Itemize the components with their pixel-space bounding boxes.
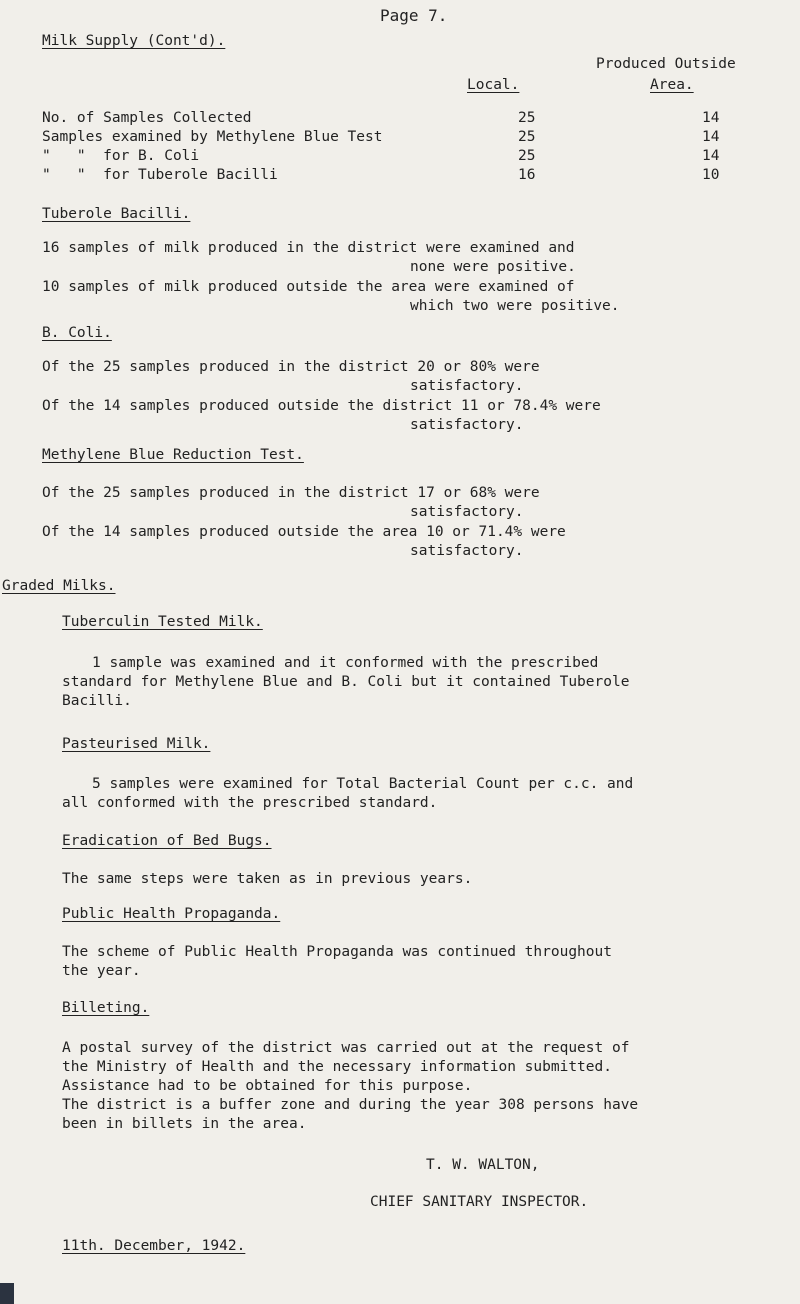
report-date: 11th. December, 1942. [62,1238,246,1254]
billeting-line: the Ministry of Health and the necessary information submitted. [62,1059,612,1075]
methylene-line: Of the 14 samples produced outside the area 10 or 71.4% were [42,524,566,540]
methylene-line: satisfactory. [410,543,524,559]
tuberculin-line: 1 sample was examined and it conformed with the prescribed [92,655,599,671]
methylene-line: satisfactory. [410,504,524,520]
signature-name: T. W. WALTON, [426,1157,540,1173]
row-outside: 14 [702,110,720,126]
tuberculin-line: standard for Methylene Blue and B. Coli but it contained Tuberole [62,674,630,690]
tubercle-line: which two were positive. [410,298,620,314]
table-row [42,129,782,149]
row-label: Samples examined by Methylene Blue Test [42,129,383,145]
row-outside: 14 [702,129,720,145]
row-label: " " for B. Coli [42,148,200,164]
row-local: 25 [518,129,536,145]
pasteurised-heading: Pasteurised Milk. [62,736,211,752]
row-outside: 14 [702,148,720,164]
graded-heading: Graded Milks. [2,578,116,594]
scan-corner-mark [0,1283,14,1304]
row-label: No. of Samples Collected [42,110,252,126]
row-label: " " for Tuberole Bacilli [42,167,278,183]
pasteurised-line: 5 samples were examined for Total Bacterial Count per c.c. and [92,776,634,792]
propaganda-heading: Public Health Propaganda. [62,906,281,922]
row-outside: 10 [702,167,720,183]
tubercle-line: 16 samples of milk produced in the district were examined and [42,240,575,256]
bcoli-line: satisfactory. [410,378,524,394]
billeting-heading: Billeting. [62,1000,150,1016]
col-header-local: Local. [467,77,520,93]
row-local: 25 [518,148,536,164]
bedbugs-heading: Eradication of Bed Bugs. [62,833,272,849]
bedbugs-line: The same steps were taken as in previous years. [62,871,473,887]
tubercle-line: none were positive. [410,259,576,275]
row-local: 25 [518,110,536,126]
row-local: 16 [518,167,536,183]
table-row [42,167,782,187]
billeting-line: A postal survey of the district was carried out at the request of [62,1040,630,1056]
bcoli-line: Of the 25 samples produced in the district 20 or 80% were [42,359,540,375]
bcoli-line: satisfactory. [410,417,524,433]
table-row [42,110,782,130]
methylene-heading: Methylene Blue Reduction Test. [42,447,304,463]
signature-title: CHIEF SANITARY INSPECTOR. [370,1194,589,1210]
billeting-line: Assistance had to be obtained for this purpose. [62,1078,473,1094]
table-row [42,148,782,168]
tubercle-heading: Tuberole Bacilli. [42,206,191,222]
col-header-outside: Produced Outside [596,56,736,72]
tuberculin-heading: Tuberculin Tested Milk. [62,614,263,630]
bcoli-heading: B. Coli. [42,325,112,341]
billeting-line: The district is a buffer zone and during the year 308 persons have [62,1097,639,1113]
section-title: Milk Supply (Cont'd). [42,33,226,49]
page-number: Page 7. [380,6,448,25]
pasteurised-line: all conformed with the prescribed standard. [62,795,438,811]
propaganda-line: The scheme of Public Health Propaganda was continued throughout [62,944,612,960]
col-header-area: Area. [650,77,694,93]
tubercle-line: 10 samples of milk produced outside the area were examined of [42,279,575,295]
methylene-line: Of the 25 samples produced in the district 17 or 68% were [42,485,540,501]
billeting-line: been in billets in the area. [62,1116,307,1132]
tuberculin-line: Bacilli. [62,693,132,709]
bcoli-line: Of the 14 samples produced outside the district 11 or 78.4% were [42,398,601,414]
propaganda-line: the year. [62,963,141,979]
